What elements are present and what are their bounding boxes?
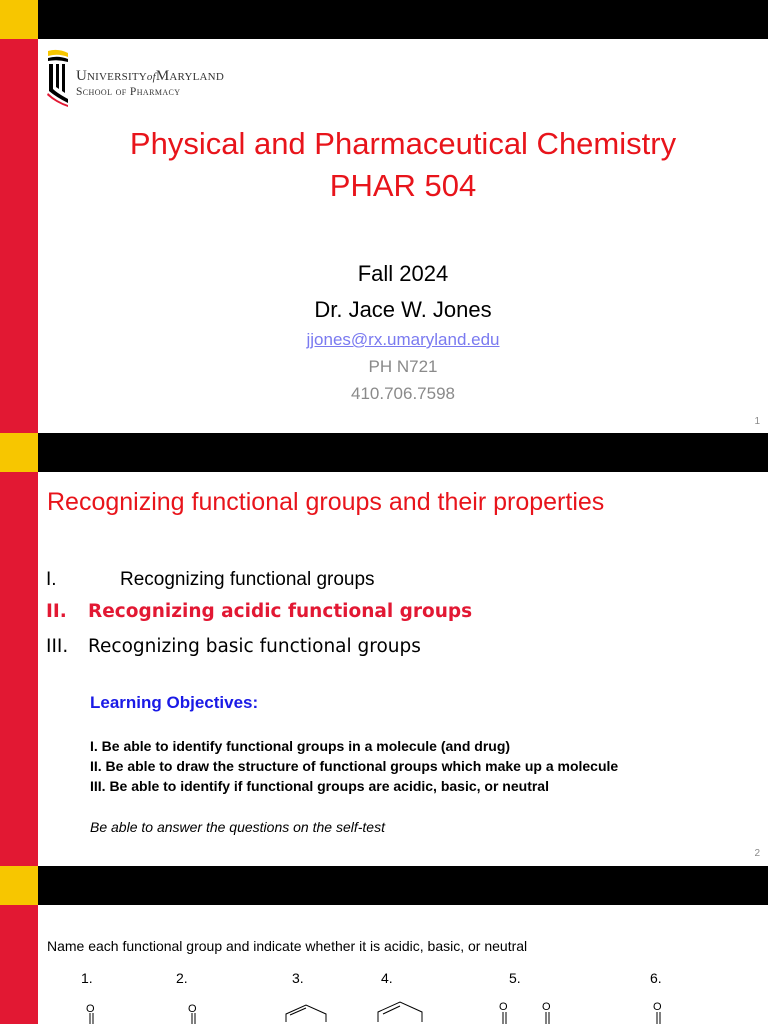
question-number: 1. <box>81 970 93 986</box>
structure-1-carbonyl <box>86 1003 95 1024</box>
university-logo <box>44 47 284 109</box>
top-bar <box>0 0 768 39</box>
top-bar <box>0 866 768 905</box>
structure-2-carbonyl <box>188 1003 197 1024</box>
structure-3-benzene-ring <box>286 1005 326 1022</box>
section-title: Recognizing functional groups and their properties <box>47 488 605 516</box>
structure-6-oxygen-label: O <box>653 1001 662 1013</box>
structure-4-benzene-ring <box>378 1002 422 1022</box>
self-test-text: Be able to answer the questions on the self-test <box>90 819 385 835</box>
question-number: 6. <box>650 970 662 986</box>
outline-text: Recognizing acidic functional groups <box>88 601 473 622</box>
slide-3 <box>0 866 768 1024</box>
phone-number: 410.706.7598 <box>351 384 455 403</box>
self-test-note <box>90 819 385 836</box>
outline-item <box>46 636 421 657</box>
structure-2-oxygen-label: O <box>188 1003 197 1015</box>
course-code: PHAR 504 <box>329 168 477 203</box>
question-text: Name each functional group and indicate whether it is acidic, basic, or neutral <box>47 938 528 954</box>
sidebar-yellow-block <box>0 0 38 39</box>
outline-item-current <box>46 601 472 622</box>
office-location: PH N721 <box>368 357 438 376</box>
structure-6-carbonyl <box>653 1001 662 1024</box>
question-number: 3. <box>292 970 304 986</box>
outline-item <box>46 569 375 591</box>
objective-item: III. Be able to identify if functional groups are acidic, basic, or neutral <box>90 778 549 794</box>
course-title: Physical and Pharmaceutical Chemistry <box>129 126 677 161</box>
logo-school: School of Pharmacy <box>76 86 181 98</box>
slide-number: 1 <box>754 416 760 427</box>
instructor-email-link[interactable]: jjones@rx.umaryland.edu <box>306 330 500 349</box>
sidebar-red-bar <box>0 472 38 866</box>
sidebar-red-bar <box>0 905 38 1024</box>
functional-group-structures <box>38 996 768 1024</box>
slide-1 <box>0 0 768 433</box>
term: Fall 2024 <box>357 261 449 286</box>
sidebar-yellow-block <box>0 866 38 905</box>
question-number: 4. <box>381 970 393 986</box>
slide-2 <box>0 433 768 866</box>
objective-item: I. Be able to identify functional groups in a molecule (and drug) <box>90 738 511 754</box>
outline-number: III. <box>46 636 69 657</box>
top-bar <box>0 433 768 472</box>
logo-of: of <box>146 71 156 83</box>
structure-5-oxygen-label-b: O <box>542 1001 551 1013</box>
objectives-title: Learning Objectives: <box>90 693 259 712</box>
instructor-name: Dr. Jace W. Jones <box>314 297 492 322</box>
outline-text: Recognizing functional groups <box>120 569 375 590</box>
sidebar-yellow-block <box>0 433 38 472</box>
question-number: 5. <box>509 970 521 986</box>
objective-item: II. Be able to draw the structure of functional groups which make up a molecule <box>90 758 619 774</box>
question-number: 2. <box>176 970 188 986</box>
outline-number: II. <box>46 601 67 622</box>
logo-maryland: Maryland <box>155 68 224 84</box>
structure-1-oxygen-label: O <box>86 1003 95 1015</box>
university-logo-mark-icon <box>44 47 72 109</box>
sidebar-red-bar <box>0 39 38 433</box>
structure-5-dicarbonyl <box>499 1001 551 1024</box>
outline-text: Recognizing basic functional groups <box>88 636 421 657</box>
outline-number: I. <box>46 569 57 590</box>
structure-5-oxygen-label-a: O <box>499 1001 508 1013</box>
logo-university: University <box>76 68 147 84</box>
slide-number: 2 <box>754 848 760 859</box>
